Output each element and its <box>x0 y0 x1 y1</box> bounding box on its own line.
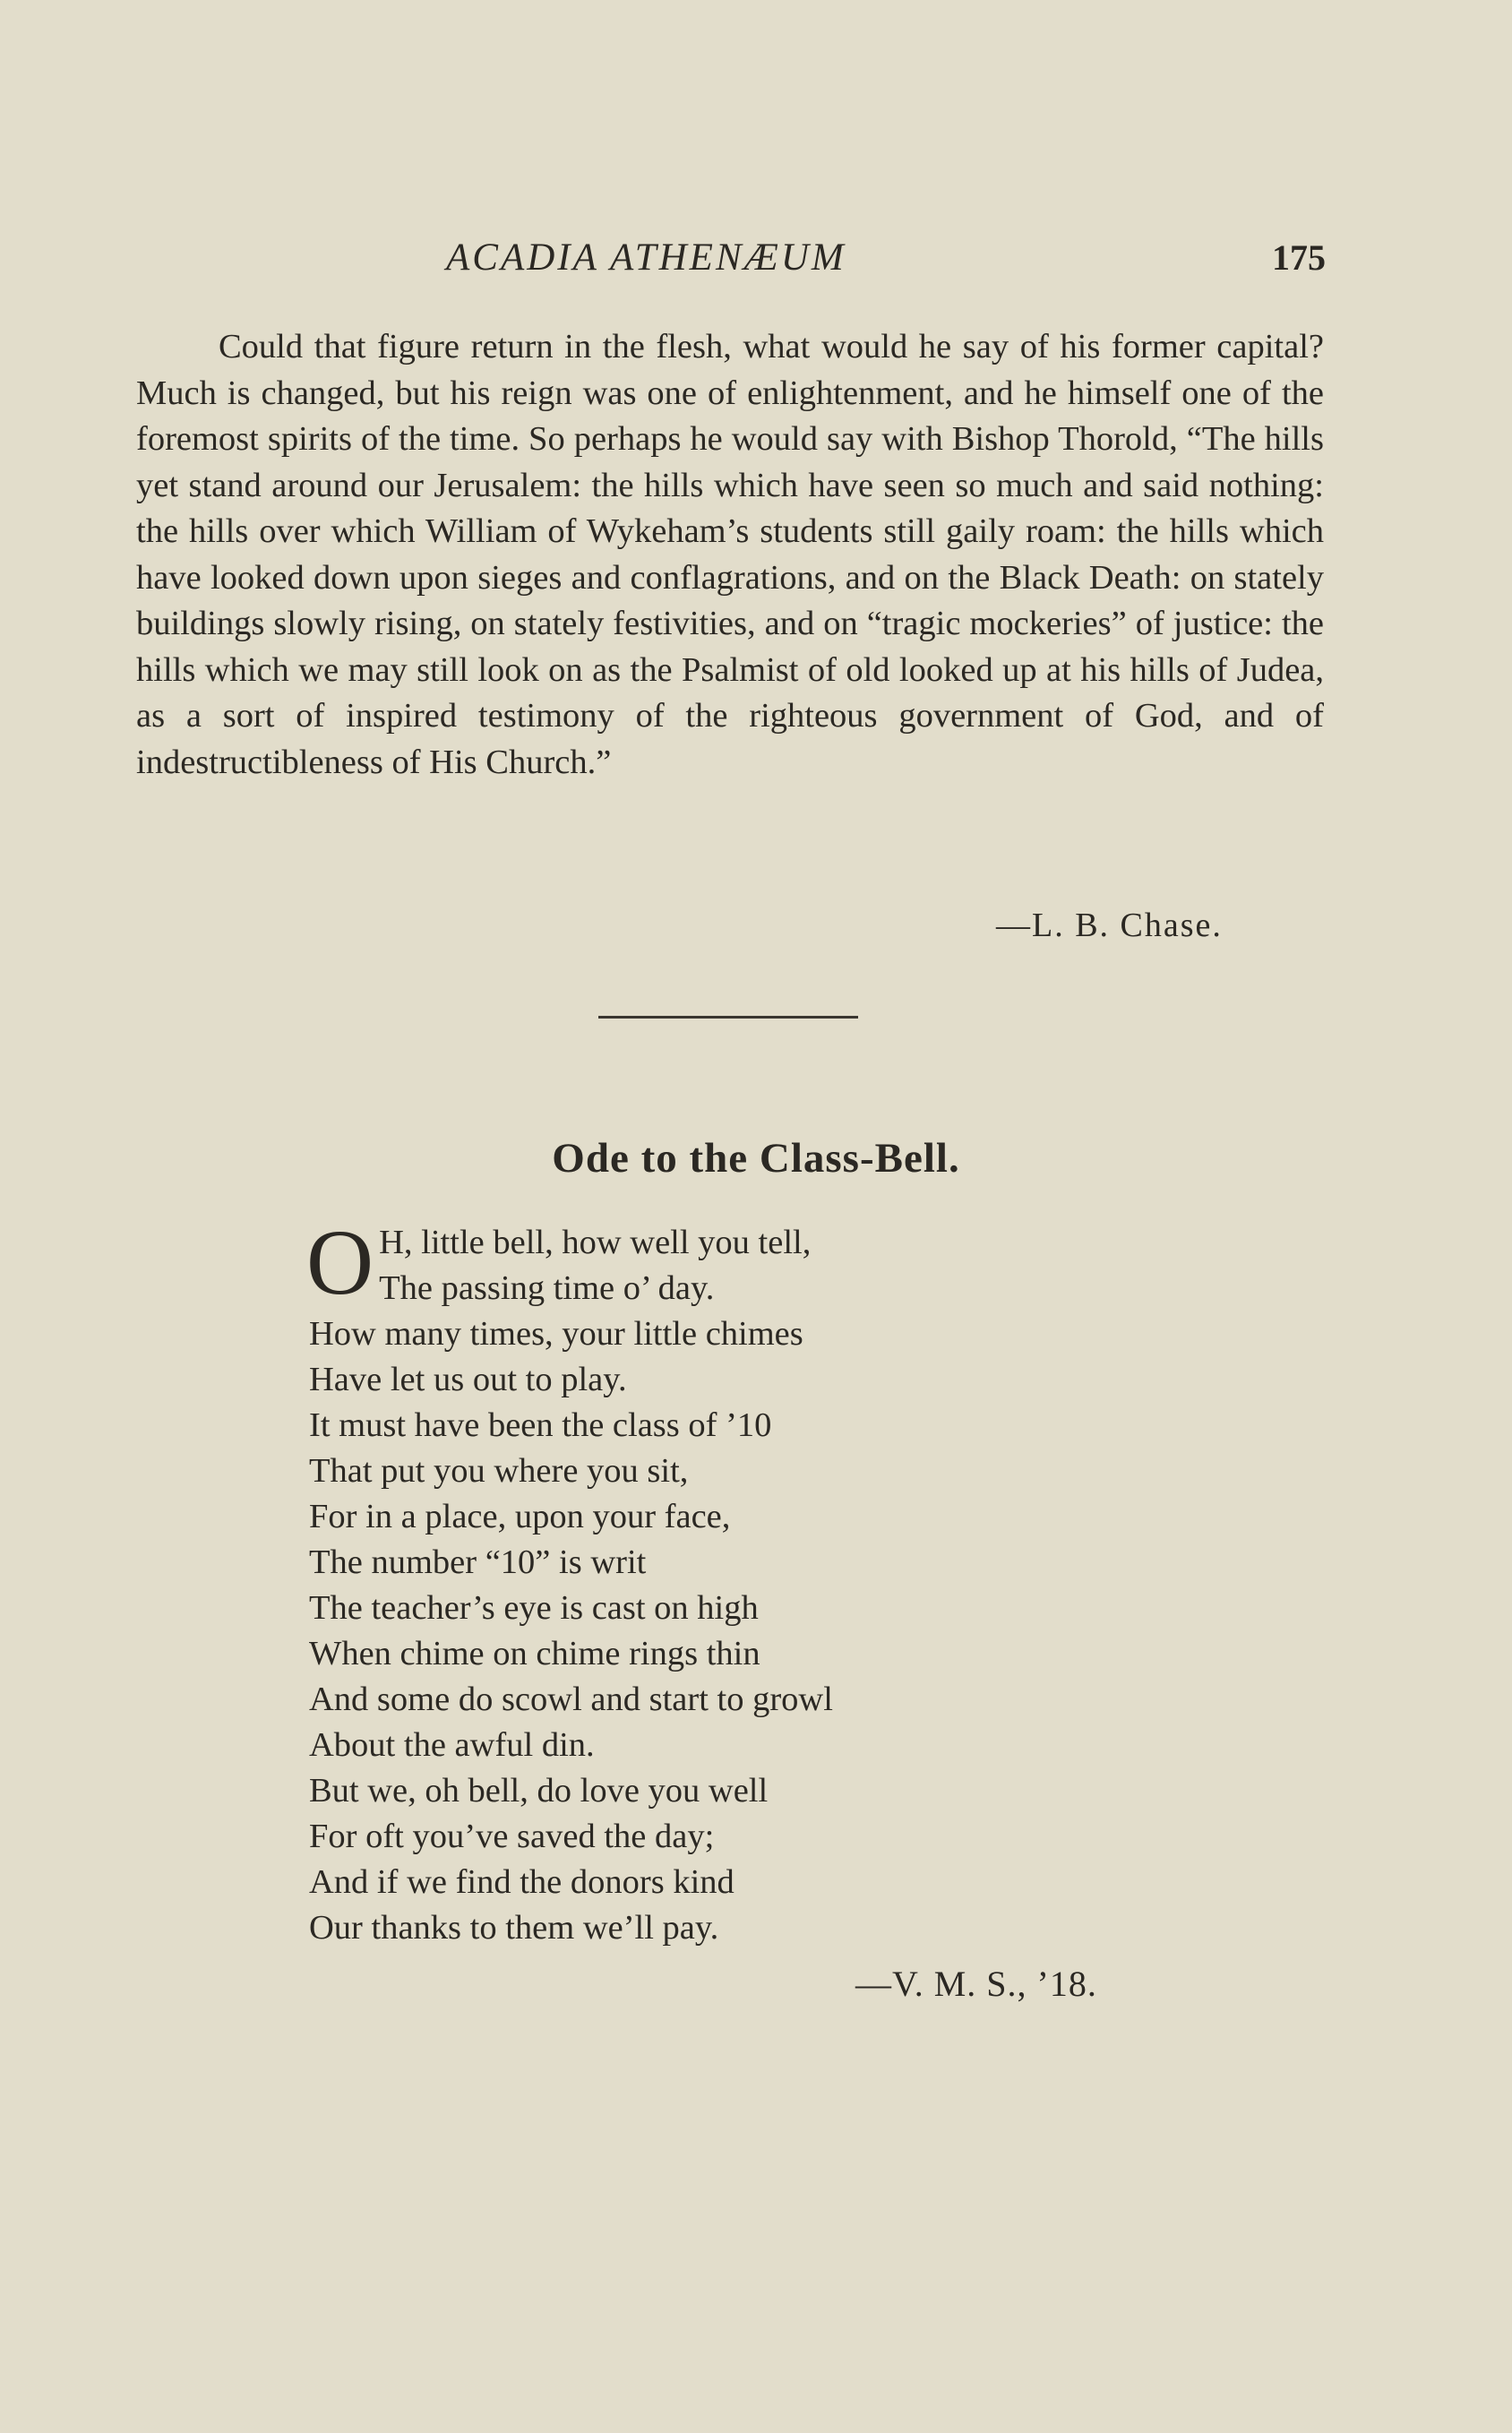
running-title: ACADIA ATHENÆUM <box>446 236 846 279</box>
poem-line: Have let us out to play. <box>309 1361 627 1398</box>
poem-body <box>306 1211 1115 1951</box>
poem-line: H, little bell, how well you tell, <box>379 1224 812 1261</box>
poem-line: For oft you’ve saved the day; <box>309 1818 715 1855</box>
poem-line: That put you where you sit, <box>309 1452 689 1490</box>
poem-line: The number “10” is writ <box>309 1543 647 1581</box>
poem-line: Our thanks to them we’ll pay. <box>309 1909 719 1947</box>
page-number: 175 <box>1272 237 1326 278</box>
running-head <box>134 231 1326 285</box>
poem-line: The teacher’s eye is cast on high <box>309 1589 759 1627</box>
poem-line: The passing time o’ day. <box>379 1269 715 1307</box>
poem-dropcap: O <box>306 1211 374 1314</box>
poem-title: Ode to the Class-Bell. <box>552 1135 960 1182</box>
poem-line: And some do scowl and start to growl <box>309 1681 833 1718</box>
poem-line: How many times, your little chimes <box>309 1315 803 1353</box>
article-signature: —L. B. Chase. <box>996 907 1223 944</box>
poem-signature: —V. M. S., ’18. <box>855 1964 1097 2004</box>
article-paragraph: Could that figure return in the flesh, what would he say of his former capital? Much is changed, but his reign was one of enlightenment, and he himself one of the foremost spirits of the time. So perhaps he would say with Bishop Thorold, “The hills yet stand around our Jerusalem: the hills which have seen so much and said nothing: the hills over which William of Wykeham’s students still gaily roam: the hills which have looked down upon sieges and conflagrations, and on the Black Death: on stately buildings slowly rising, on stately festivities, and on “tragic mockeries” of justice: the hills which we may still look on as the Psalmist of old looked up at his hills of Judea, as a sort of inspired testimony of the righteous government of God, and of indestructibleness of His Church.” <box>136 328 1324 781</box>
poem-line: When chime on chime rings thin <box>309 1635 760 1672</box>
poem-line: But we, oh bell, do love you well <box>309 1772 769 1810</box>
poem-line: For in a place, upon your face, <box>309 1498 731 1535</box>
poem-line: About the awful din. <box>309 1726 595 1764</box>
section-divider <box>598 1016 858 1019</box>
poem-line: And if we find the donors kind <box>309 1863 735 1901</box>
poem-line: It must have been the class of ’10 <box>309 1406 772 1444</box>
